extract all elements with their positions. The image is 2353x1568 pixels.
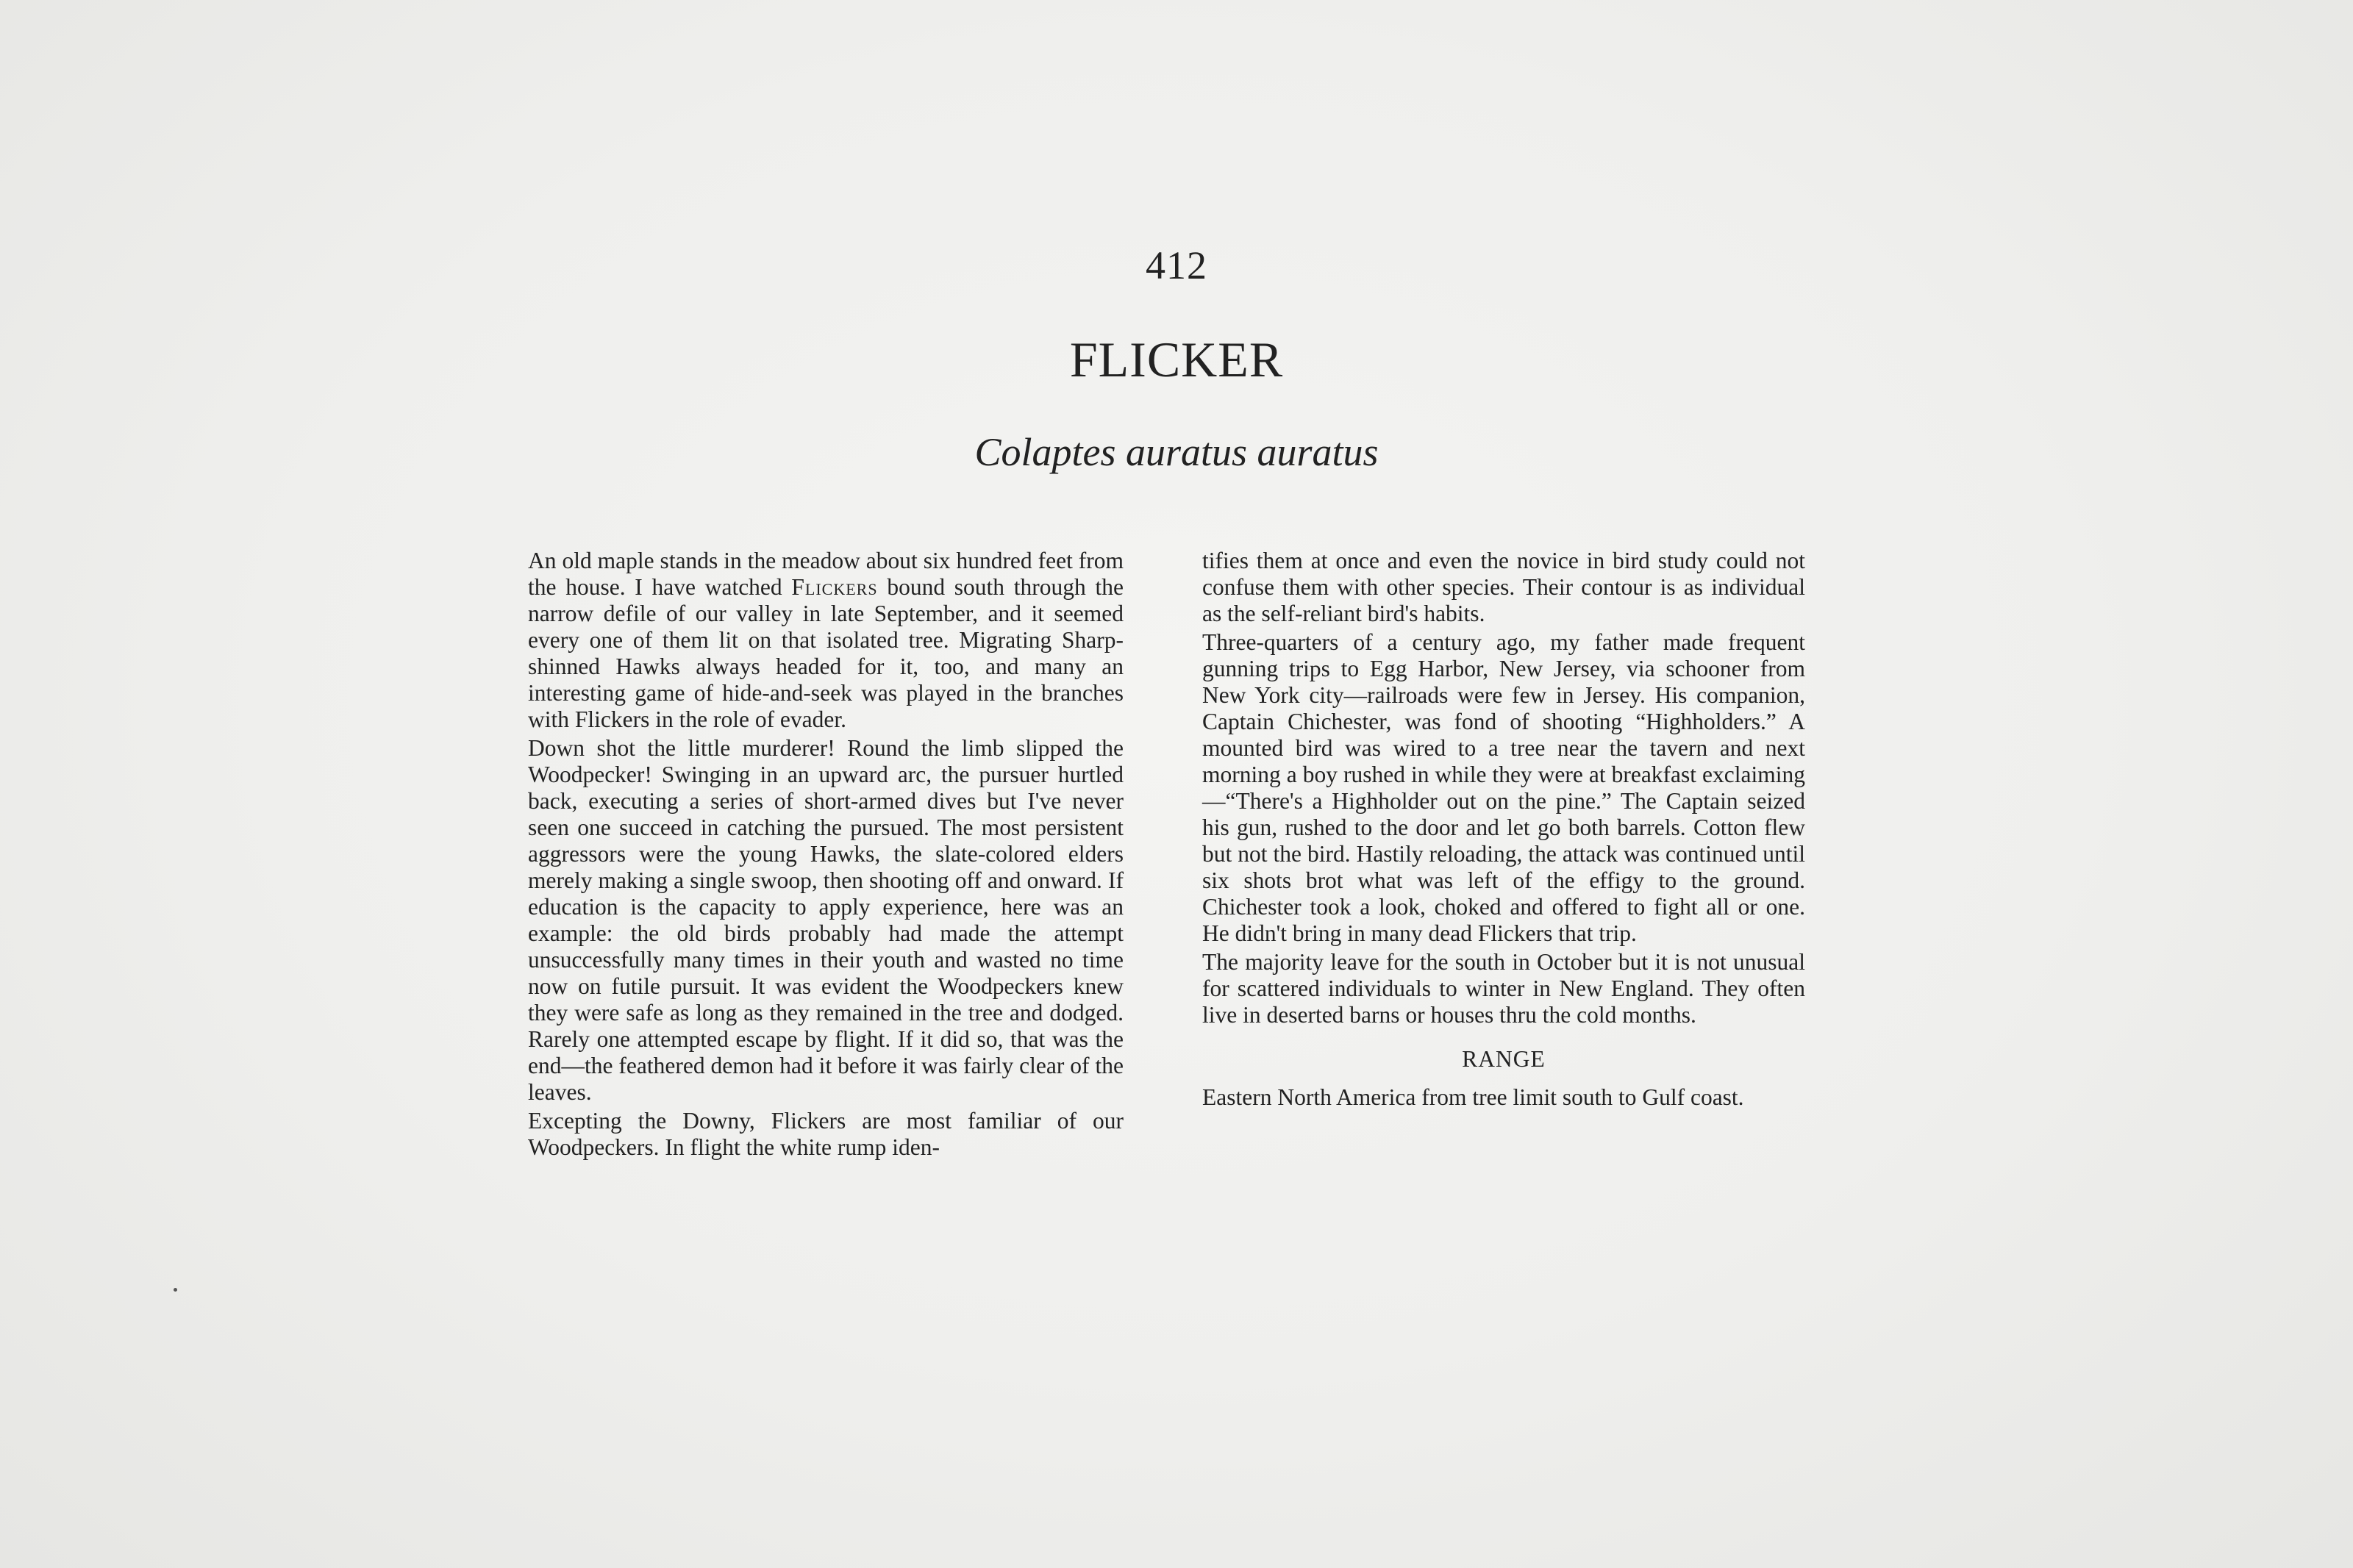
right-text-column — [1202, 548, 1805, 1113]
paragraph: tifies them at once and even the novice in bird study could not confuse them with other species. Their contour is as individual as the self-reliant bird's habits. — [1202, 548, 1805, 626]
range-text: Eastern North America from tree limit south to Gulf coast. — [1202, 1084, 1744, 1110]
page-title: FLICKER — [1069, 332, 1284, 387]
paragraph: Three-quarters of a century ago, my father made frequent gunning trips to Egg Harbor, New Jersey, via schooner from New York city—railroads were few in Jersey. His companion, Captain Chichester, was fond of shooting “Highholders.” A mounted bird was wired to a tree near the tavern and next morning a boy rushed in while they were at breakfast exclaiming—“There's a Highholder out on the pine.” The Captain seized his gun, rushed to the door and let go both barrels. Cotton flew but not the bird. Hastily reloading, the attack was continued until six shots brot what was left of the effigy to the ground. Chichester took a look, choked and offered to fight all or one. He didn't bring in many dead Flickers that trip. — [1202, 629, 1805, 946]
paragraph: The majority leave for the south in October but it is not unusual for scattered individuals to winter in New England. They often live in deserted barns or houses thru the cold months. — [1202, 949, 1805, 1028]
paragraph-text: bound south through the narrow defile of our valley in late September, and it seemed every one of them lit on that isolated tree. Migrating Sharp-shinned Hawks always headed for it, too, and many an interesting game of hide-and-seek was played in the branches with Flickers in the role of evader. — [528, 574, 1124, 732]
range-heading: RANGE — [1462, 1046, 1546, 1072]
paragraph — [528, 548, 1124, 733]
paper-speck — [174, 1288, 177, 1292]
small-caps-word: Flickers — [791, 574, 878, 600]
left-text-column — [528, 548, 1124, 1163]
page-number: 412 — [1146, 243, 1207, 287]
paragraph-text: An old maple stands in the meadow about six hundred feet from the house. I have watched — [528, 548, 1124, 600]
paragraph: Excepting the Downy, Flickers are most familiar of our Woodpeckers. In flight the white rump iden- — [528, 1108, 1124, 1160]
paragraph: Down shot the little murderer! Round the limb slipped the Woodpecker! Swinging in an upward arc, the pursuer hurtled back, executing a series of short-armed dives but I've never seen one succeed in catching the pursued. The most persistent aggressors were the young Hawks, the slate-colored elders merely making a single swoop, then shooting off and onward. If education is the capacity to apply experience, here was an example: the old birds probably had made the attempt unsuccessfully many times in their youth and wasted no time now on futile pursuit. It was evident the Woodpeckers knew they were safe as long as they remained in the tree and dodged. Rarely one attempted escape by flight. If it did so, that was the end—the feathered demon had it before it was fairly clear of the leaves. — [528, 735, 1124, 1105]
scientific-name: Colaptes auratus auratus — [974, 430, 1379, 474]
